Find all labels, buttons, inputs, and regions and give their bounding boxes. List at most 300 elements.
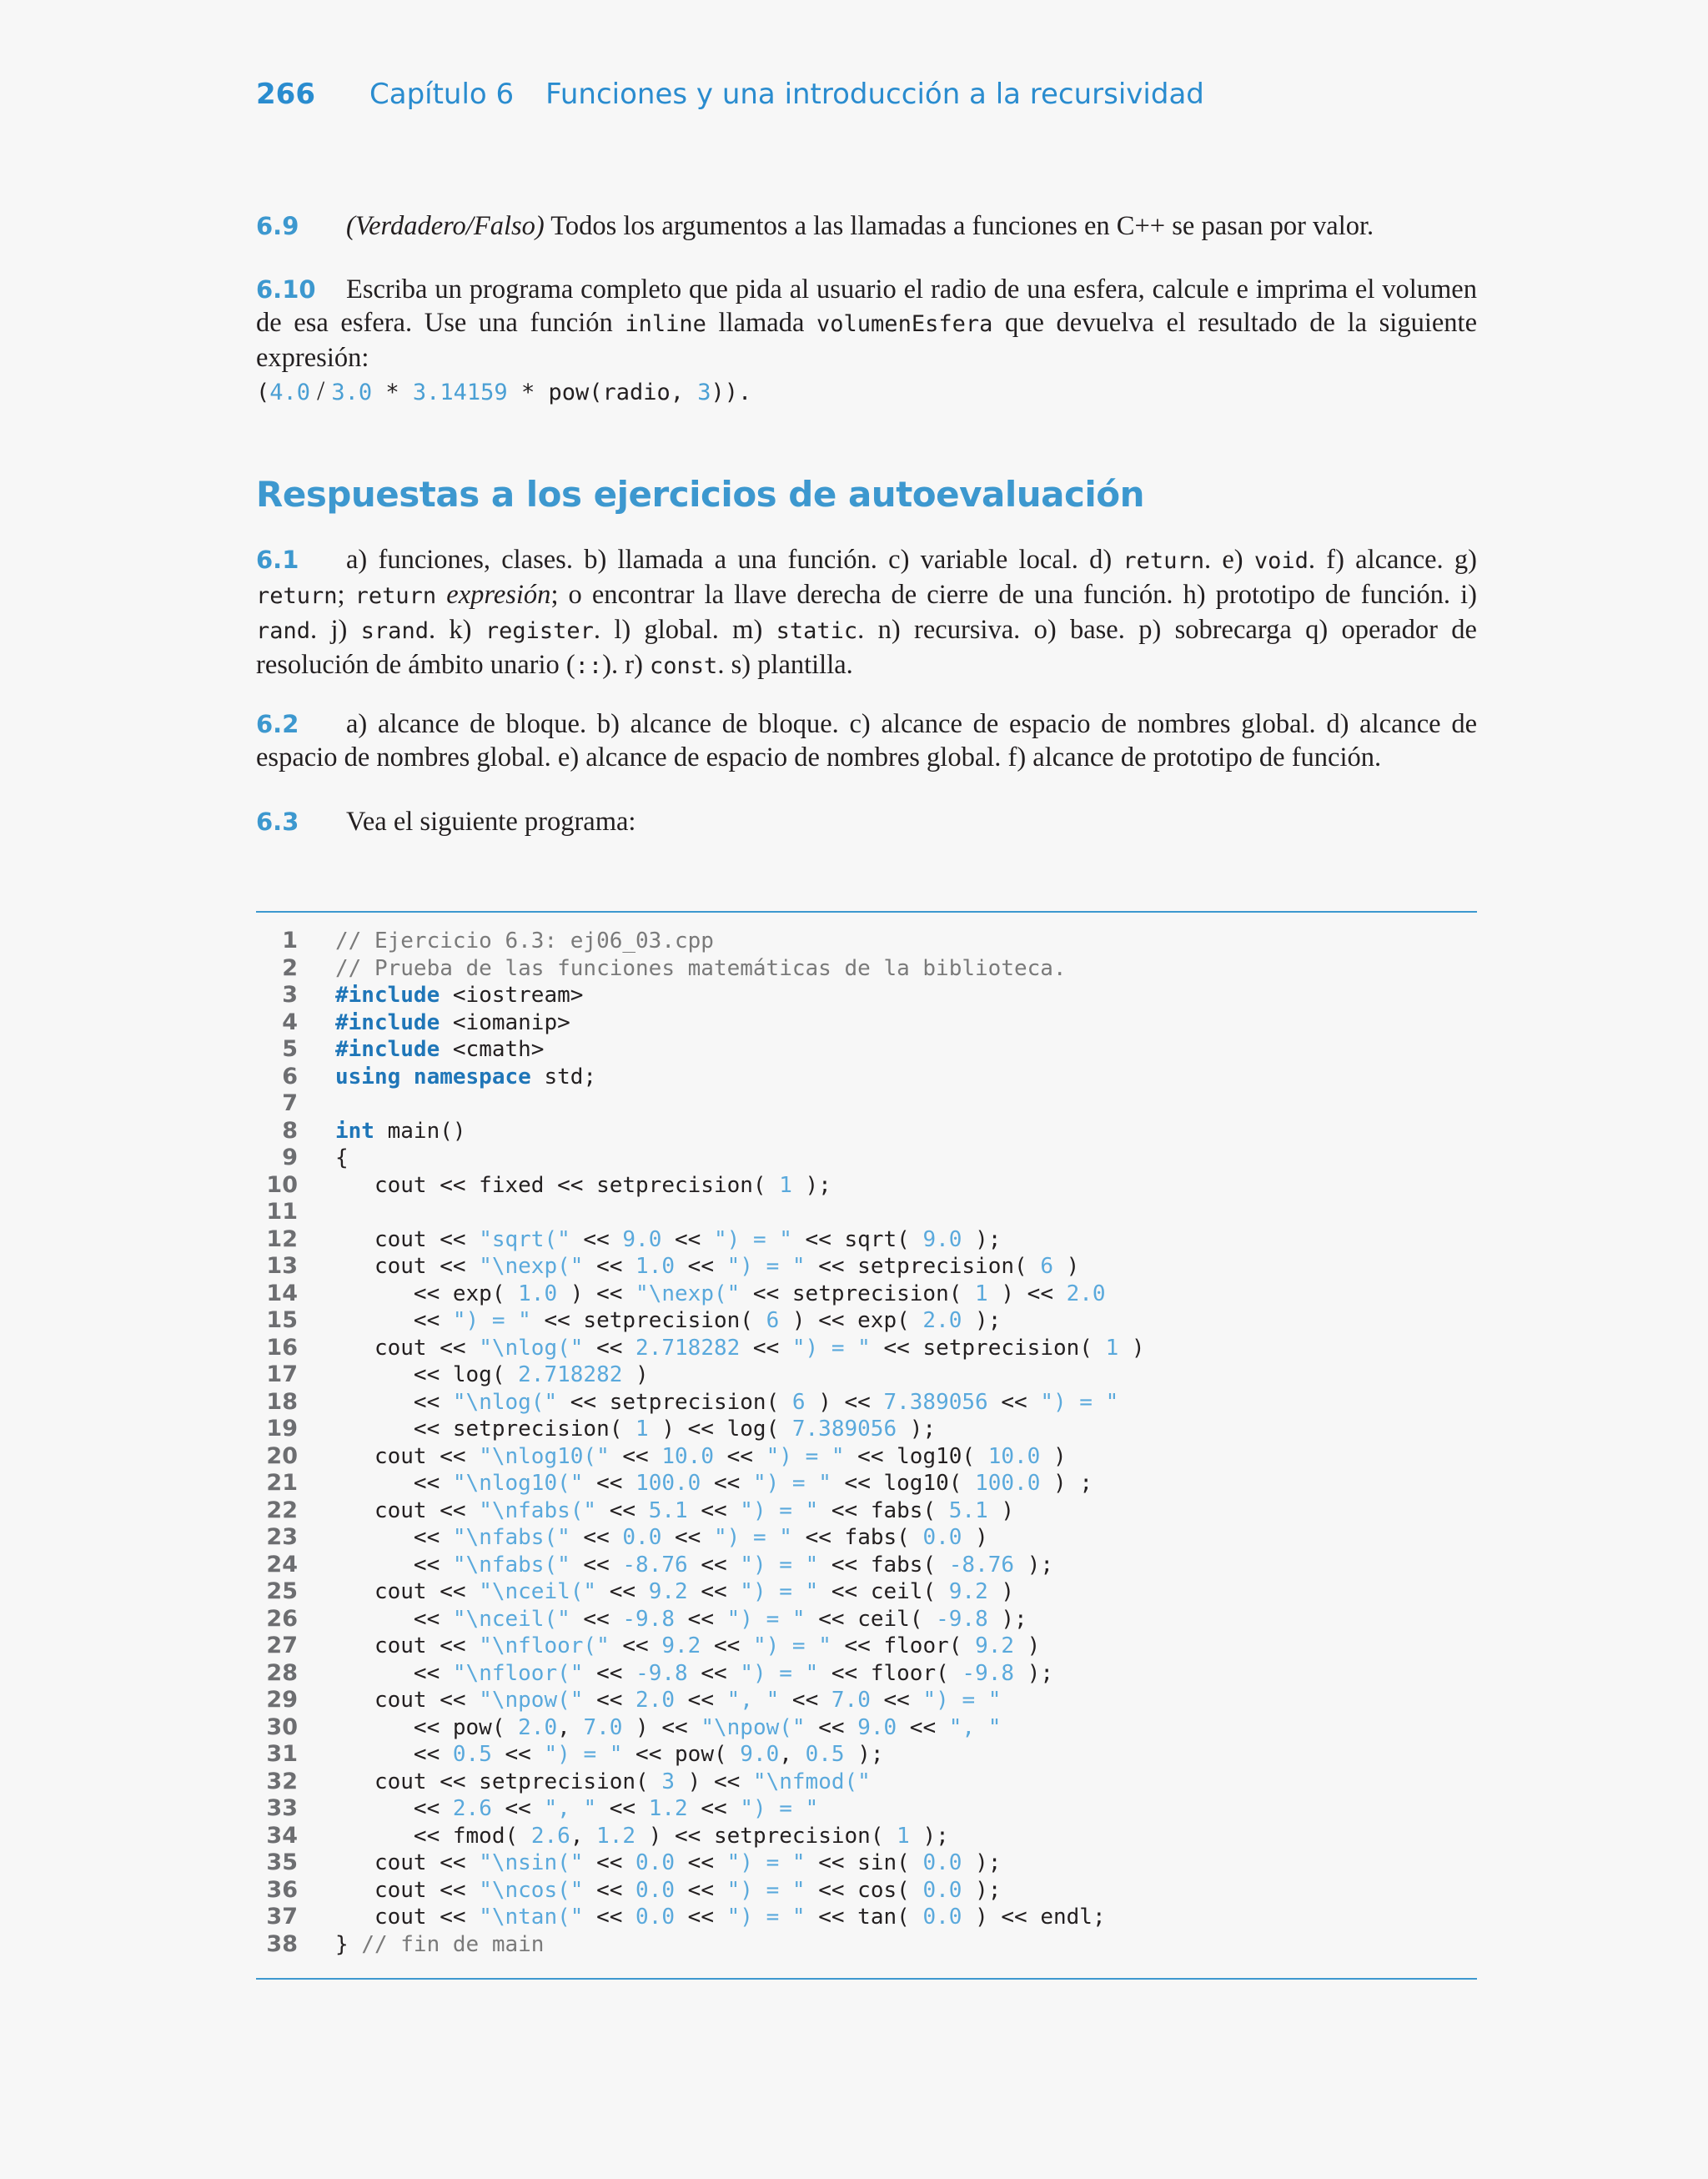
- code-token: << fabs(: [791, 1525, 923, 1550]
- code-token: );: [962, 1850, 1002, 1875]
- code-keyword: return: [1123, 548, 1204, 574]
- code-token: << fmod(: [335, 1823, 531, 1849]
- line-number: 18: [266, 1388, 298, 1415]
- code-token: "\nceil(": [452, 1606, 570, 1632]
- line-number: 10: [266, 1171, 298, 1198]
- code-token: << fabs(: [818, 1497, 949, 1523]
- code-token: ") = ": [714, 1525, 792, 1550]
- code-token: <<: [596, 1497, 649, 1523]
- code-token: ") = ": [752, 1633, 831, 1658]
- code-token: ") = ": [740, 1660, 819, 1686]
- code-token: // fin de main: [361, 1931, 545, 1957]
- line-number: 30: [266, 1714, 298, 1740]
- answer-text: a) alcance de bloque. b) alcance de bloque. c) alcance de espacio de nombres global. d) alcance de espacio de nombres global. e) alcance de espacio de nombres global. f) alcance de prototipo de función.: [256, 709, 1477, 772]
- line-number: 15: [266, 1307, 298, 1333]
- code-token: ) << endl;: [962, 1905, 1106, 1930]
- code-token: << sin(: [805, 1850, 923, 1875]
- code-token: 0.0: [635, 1850, 676, 1875]
- line-number: 29: [266, 1687, 298, 1713]
- code-token: 7.389056: [883, 1389, 988, 1415]
- code-token: ") = ": [713, 1226, 792, 1252]
- code-line: [256, 928, 1477, 955]
- line-number: 4: [282, 1009, 298, 1035]
- code-token: <<: [570, 1525, 623, 1550]
- code-line: [256, 1281, 1477, 1308]
- line-number: 25: [266, 1578, 298, 1604]
- code-token: <<: [661, 1226, 714, 1252]
- code-line: [256, 1633, 1477, 1660]
- code-token: 2.718282: [635, 1335, 741, 1361]
- expr-part: *: [372, 380, 413, 405]
- answer-6-1: [256, 543, 1477, 683]
- code-token: 0.5: [805, 1742, 845, 1767]
- line-number: 14: [266, 1280, 298, 1306]
- code-token: ,: [570, 1823, 597, 1849]
- code-token: <<: [491, 1742, 545, 1767]
- code-token: );: [1014, 1660, 1054, 1686]
- code-line: [256, 1009, 1477, 1037]
- code-token: cout <<: [335, 1335, 480, 1361]
- code-token: << pow(: [335, 1714, 519, 1740]
- code-token: <<: [583, 1471, 636, 1496]
- code-token: "\nfloor(": [452, 1660, 584, 1686]
- code-token: "\nceil(": [479, 1579, 597, 1604]
- code-token: <<: [335, 1525, 453, 1550]
- code-line: [256, 1172, 1477, 1200]
- code-token: << exp(: [335, 1281, 519, 1306]
- code-token: <<: [661, 1525, 714, 1550]
- code-listing: [256, 928, 1477, 1958]
- code-line: [256, 1578, 1477, 1606]
- code-token: 1: [1105, 1335, 1119, 1361]
- code-inline: inline: [625, 311, 706, 337]
- answer-text-segment: . s) plantilla.: [717, 650, 853, 680]
- code-token: <<: [583, 1660, 636, 1686]
- code-token: <<: [675, 1905, 727, 1930]
- code-token: "\npow(": [479, 1688, 584, 1713]
- code-token: ") = ": [791, 1335, 871, 1361]
- answer-text-segment: ). r): [602, 650, 651, 680]
- code-token: << tan(: [805, 1905, 923, 1930]
- code-token: 2.0: [635, 1688, 676, 1713]
- code-token: <<: [897, 1714, 949, 1740]
- code-token: #include: [335, 983, 440, 1008]
- code-line: [256, 1335, 1477, 1362]
- exercise-text: Todos los argumentos a las llamadas a funciones en C++ se pasan por valor.: [544, 211, 1374, 241]
- code-token: 1: [779, 1172, 792, 1198]
- code-token: 0.0: [922, 1877, 962, 1903]
- code-token: 0.0: [635, 1905, 676, 1930]
- line-number: 7: [282, 1090, 298, 1116]
- code-bottom-rule: [256, 1978, 1477, 1980]
- expr-number: 3.0: [331, 380, 373, 405]
- code-token: <<: [335, 1389, 453, 1415]
- code-token: );: [962, 1226, 1002, 1252]
- code-token: cout <<: [335, 1443, 480, 1469]
- code-token: // Ejercicio 6.3: ej06_03.cpp: [335, 928, 714, 954]
- code-token: << ceil(: [818, 1579, 949, 1604]
- exercise-number: 6.9: [256, 212, 299, 240]
- code-token: <<: [570, 1552, 623, 1578]
- chapter-label: Capítulo 6: [369, 78, 515, 111]
- code-token: ,: [557, 1714, 584, 1740]
- code-token: ", ": [948, 1714, 1002, 1740]
- code-token: 1: [975, 1281, 988, 1306]
- code-token: << setprecision(: [870, 1335, 1106, 1361]
- code-token: {: [335, 1145, 349, 1170]
- code-token: <<: [870, 1688, 923, 1713]
- code-token: -8.76: [948, 1552, 1015, 1578]
- code-token: ) <<: [675, 1769, 753, 1794]
- line-number: 5: [282, 1036, 298, 1062]
- code-keyword: return: [256, 583, 338, 609]
- code-token: 1.2: [648, 1796, 688, 1821]
- answer-number: 6.2: [256, 710, 299, 738]
- code-token: << floor(: [818, 1660, 962, 1686]
- code-token: ) <<: [622, 1714, 701, 1740]
- code-token: ") = ": [544, 1742, 623, 1767]
- true-false-tag: (Verdadero/Falso): [346, 211, 545, 241]
- code-line: [256, 1307, 1477, 1335]
- code-line: [256, 1606, 1477, 1633]
- code-token: <<: [687, 1796, 741, 1821]
- line-number: 11: [266, 1199, 298, 1225]
- code-token: << ceil(: [805, 1606, 937, 1632]
- code-token: <<: [740, 1335, 792, 1361]
- italic-term: expresión: [436, 580, 551, 610]
- code-token: "\npow(": [701, 1714, 806, 1740]
- code-token: 9.0: [740, 1742, 780, 1767]
- code-token: <<: [570, 1226, 623, 1252]
- code-token: using namespace: [335, 1064, 531, 1090]
- code-token: 2.6: [452, 1796, 492, 1821]
- code-token: cout <<: [335, 1850, 480, 1875]
- code-line: [256, 1361, 1477, 1389]
- line-number: 3: [282, 982, 298, 1008]
- code-token: ") = ": [1040, 1389, 1119, 1415]
- code-token: cout <<: [335, 1877, 480, 1903]
- code-token: <<: [687, 1660, 741, 1686]
- code-token: <<: [335, 1606, 453, 1632]
- code-line: [256, 1389, 1477, 1417]
- code-token: "\ncos(": [479, 1877, 584, 1903]
- code-token: 6: [791, 1389, 806, 1415]
- code-token: 7.389056: [791, 1417, 897, 1442]
- code-token: -9.8: [635, 1660, 688, 1686]
- code-token: -9.8: [936, 1606, 988, 1632]
- code-function-name: volumenEsfera: [816, 311, 993, 337]
- code-token: 1: [635, 1417, 649, 1442]
- exercise-6-10: [256, 273, 1477, 410]
- line-number: 35: [266, 1849, 298, 1875]
- code-token: ) <<: [987, 1281, 1067, 1306]
- code-line: [256, 1849, 1477, 1877]
- code-token: "sqrt(": [479, 1226, 570, 1252]
- code-token: ) << log(: [648, 1417, 792, 1442]
- answer-text: [256, 545, 1477, 680]
- code-token: std;: [530, 1064, 597, 1090]
- code-token: -8.76: [622, 1552, 688, 1578]
- code-token: );: [962, 1308, 1002, 1333]
- code-token: }: [335, 1931, 362, 1957]
- code-token: cout <<: [335, 1579, 480, 1604]
- code-token: #include: [335, 1037, 440, 1062]
- line-number: 22: [266, 1497, 298, 1523]
- expr-number: 4.0: [269, 380, 311, 405]
- code-token: <<: [335, 1471, 453, 1496]
- code-token: ") = ": [726, 1606, 806, 1632]
- code-token: ") = ": [766, 1443, 845, 1469]
- code-keyword: void: [1253, 548, 1309, 574]
- code-token: << cos(: [805, 1877, 923, 1903]
- exercise-text: Escriba un programa completo que pida al usuario el radio de una esfera, calcule e imprima el volumen de esa esfera. Use una función: [256, 274, 1477, 338]
- code-line: [256, 1036, 1477, 1064]
- answer-6-3: [256, 805, 1477, 838]
- code-token: ") = ": [922, 1688, 1002, 1713]
- line-number: 34: [266, 1822, 298, 1849]
- code-keyword: ::: [575, 653, 603, 679]
- code-line: [256, 1660, 1477, 1688]
- code-token: cout <<: [335, 1905, 480, 1930]
- code-line: [256, 1253, 1477, 1281]
- code-token: ) <<: [805, 1389, 884, 1415]
- code-token: <<: [596, 1579, 649, 1604]
- code-token: <<: [701, 1633, 753, 1658]
- answer-text-segment: . k): [428, 615, 485, 645]
- code-token: 10.0: [661, 1443, 714, 1469]
- code-keyword: srand: [360, 618, 429, 644]
- code-token: "\nlog10(": [479, 1443, 610, 1469]
- code-token: ): [987, 1497, 1015, 1523]
- code-token: <<: [335, 1660, 453, 1686]
- code-line: [256, 1524, 1477, 1552]
- code-line: [256, 1064, 1477, 1091]
- code-token: "\nlog10(": [452, 1471, 584, 1496]
- answer-number: 6.1: [256, 546, 299, 574]
- code-token: 100.0: [635, 1471, 701, 1496]
- code-token: <<: [675, 1877, 727, 1903]
- code-token: ", ": [544, 1796, 597, 1821]
- code-token: ): [987, 1579, 1015, 1604]
- line-number: 24: [266, 1551, 298, 1578]
- code-line: [256, 1931, 1477, 1959]
- code-token: <<: [583, 1905, 636, 1930]
- line-number: 28: [266, 1659, 298, 1686]
- code-token: ") = ": [740, 1796, 819, 1821]
- code-token: <<: [805, 1714, 858, 1740]
- code-line: [256, 1497, 1477, 1525]
- code-token: ") = ": [452, 1308, 531, 1333]
- code-token: cout <<: [335, 1633, 480, 1658]
- expr-part: * pow(radio,: [507, 380, 698, 405]
- code-token: );: [962, 1877, 1002, 1903]
- code-token: );: [909, 1823, 949, 1849]
- section-title: Respuestas a los ejercicios de autoevaluación: [256, 474, 1145, 515]
- answer-text: Vea el siguiente programa:: [346, 807, 636, 837]
- code-token: << fabs(: [818, 1552, 949, 1578]
- line-number: 6: [282, 1063, 298, 1090]
- code-token: << setprecision(: [530, 1308, 766, 1333]
- code-token: <<: [675, 1850, 727, 1875]
- code-token: <<: [596, 1796, 649, 1821]
- code-token: 7.0: [831, 1688, 871, 1713]
- code-token: ") = ": [726, 1905, 806, 1930]
- expr-number: 3: [697, 380, 711, 405]
- code-line: [256, 1090, 1477, 1118]
- line-number: 9: [282, 1145, 298, 1170]
- code-token: ") = ": [726, 1254, 806, 1279]
- code-line: [256, 1470, 1477, 1497]
- code-token: 2.6: [530, 1823, 570, 1849]
- answer-text-segment: ;: [337, 580, 355, 610]
- code-token: <iomanip>: [440, 1009, 570, 1035]
- answer-text-segment: . l) global. m): [593, 615, 776, 645]
- code-token: "\nexp(": [635, 1281, 741, 1306]
- answer-text-segment: . e): [1203, 545, 1254, 575]
- line-number: 23: [266, 1524, 298, 1550]
- answer-text-segment: a) funciones, clases. b) llamada a una función. c) variable local. d): [346, 545, 1123, 575]
- code-line: [256, 1199, 1477, 1226]
- code-token: 9.2: [948, 1579, 988, 1604]
- expr-number: 3.14159: [412, 380, 508, 405]
- code-token: <<: [687, 1579, 741, 1604]
- code-token: 0.5: [452, 1742, 492, 1767]
- answer-text-segment: . j): [310, 615, 361, 645]
- code-token: <<: [491, 1796, 545, 1821]
- line-number: 1: [282, 928, 298, 954]
- code-token: );: [791, 1172, 831, 1198]
- code-token: );: [987, 1606, 1027, 1632]
- code-token: ): [1052, 1254, 1080, 1279]
- code-token: -9.8: [962, 1660, 1015, 1686]
- code-token: 2.718282: [518, 1362, 623, 1387]
- code-line: [256, 1416, 1477, 1443]
- code-token: 10.0: [987, 1443, 1041, 1469]
- code-token: <<: [701, 1471, 753, 1496]
- code-token: 9.2: [648, 1579, 688, 1604]
- code-token: << pow(: [622, 1742, 741, 1767]
- code-token: 9.0: [622, 1226, 662, 1252]
- code-token: << log(: [335, 1362, 519, 1387]
- code-token: "\nfabs(": [479, 1497, 597, 1523]
- code-token: << setprecision(: [805, 1254, 1041, 1279]
- code-token: 9.0: [857, 1714, 897, 1740]
- code-keyword: return: [354, 583, 437, 609]
- code-token: <<: [713, 1443, 766, 1469]
- code-token: #include: [335, 1009, 440, 1035]
- answer-text-segment: . f) alcance. g): [1308, 545, 1478, 575]
- expr-part: )).: [711, 380, 752, 405]
- code-token: );: [1014, 1552, 1054, 1578]
- code-line: [256, 1552, 1477, 1579]
- code-token: );: [844, 1742, 884, 1767]
- code-line: [256, 1769, 1477, 1796]
- line-number: 2: [282, 954, 298, 981]
- code-token: ") = ": [740, 1497, 819, 1523]
- line-number: 32: [266, 1768, 298, 1794]
- code-token: ): [1118, 1335, 1145, 1361]
- code-token: "\nexp(": [479, 1254, 584, 1279]
- chapter-title: Funciones y una introducción a la recursividad: [545, 78, 1204, 111]
- code-token: cout << fixed << setprecision(: [335, 1172, 780, 1198]
- code-token: cout << setprecision(: [335, 1769, 662, 1794]
- code-keyword: const: [650, 653, 718, 679]
- code-token: 0.0: [922, 1525, 962, 1550]
- answer-text-segment: . n) recursiva. o) base. p) sobrecarga q) operador de resolución de ámbito unario (: [256, 615, 1477, 680]
- code-token: 0.0: [922, 1850, 962, 1875]
- code-token: 1.0: [635, 1254, 676, 1279]
- code-token: <<: [675, 1688, 727, 1713]
- line-number: 16: [266, 1334, 298, 1361]
- code-token: <iostream>: [440, 983, 584, 1008]
- code-token: -9.8: [622, 1606, 676, 1632]
- code-token: ") = ": [740, 1552, 819, 1578]
- line-number: 33: [266, 1795, 298, 1821]
- answer-6-2: [256, 707, 1477, 774]
- code-token: "\nfmod(": [752, 1769, 871, 1794]
- code-token: <<: [583, 1335, 636, 1361]
- code-token: 2.0: [922, 1308, 962, 1333]
- line-number: 37: [266, 1904, 298, 1930]
- code-token: 9.2: [661, 1633, 701, 1658]
- code-token: <<: [687, 1497, 741, 1523]
- exercise-text: llamada: [706, 308, 817, 338]
- code-token: <<: [335, 1742, 453, 1767]
- code-token: <<: [609, 1443, 662, 1469]
- code-token: <<: [335, 1796, 453, 1821]
- line-number: 20: [266, 1442, 298, 1469]
- code-token: int: [335, 1118, 374, 1144]
- code-token: <<: [687, 1552, 741, 1578]
- code-line: [256, 1226, 1477, 1254]
- code-token: <<: [583, 1850, 636, 1875]
- expr-part: /: [310, 376, 332, 406]
- code-token: << setprecision(: [335, 1417, 636, 1442]
- code-line: [256, 1904, 1477, 1931]
- code-token: "\nsin(": [479, 1850, 584, 1875]
- code-token: 1.2: [596, 1823, 636, 1849]
- code-token: <<: [609, 1633, 662, 1658]
- code-token: 5.1: [648, 1497, 688, 1523]
- code-line: [256, 982, 1477, 1009]
- code-token: <<: [583, 1254, 636, 1279]
- expr-part: (: [256, 380, 270, 405]
- code-line: [256, 1877, 1477, 1905]
- answer-number: 6.3: [256, 808, 299, 836]
- code-token: 1.0: [518, 1281, 558, 1306]
- code-token: 6: [766, 1308, 780, 1333]
- code-token: "\nlog(": [452, 1389, 558, 1415]
- code-token: << sqrt(: [791, 1226, 923, 1252]
- line-number: 26: [266, 1605, 298, 1632]
- code-token: << log10(: [831, 1471, 976, 1496]
- line-number: 17: [266, 1361, 298, 1387]
- code-token: 100.0: [975, 1471, 1041, 1496]
- code-keyword: static: [776, 618, 858, 644]
- code-token: ,: [779, 1742, 806, 1767]
- page-number: 266: [256, 78, 315, 111]
- code-token: 9.2: [975, 1633, 1015, 1658]
- line-number: 21: [266, 1470, 298, 1496]
- code-line: [256, 1687, 1477, 1714]
- code-token: 9.0: [922, 1226, 962, 1252]
- exercise-text: que devuelva el resultado de la siguiente expresión:: [256, 308, 1477, 373]
- code-token: <<: [779, 1688, 831, 1713]
- code-line: [256, 1145, 1477, 1172]
- code-token: main(): [374, 1118, 466, 1144]
- code-line: [256, 1714, 1477, 1742]
- code-line: [256, 1795, 1477, 1823]
